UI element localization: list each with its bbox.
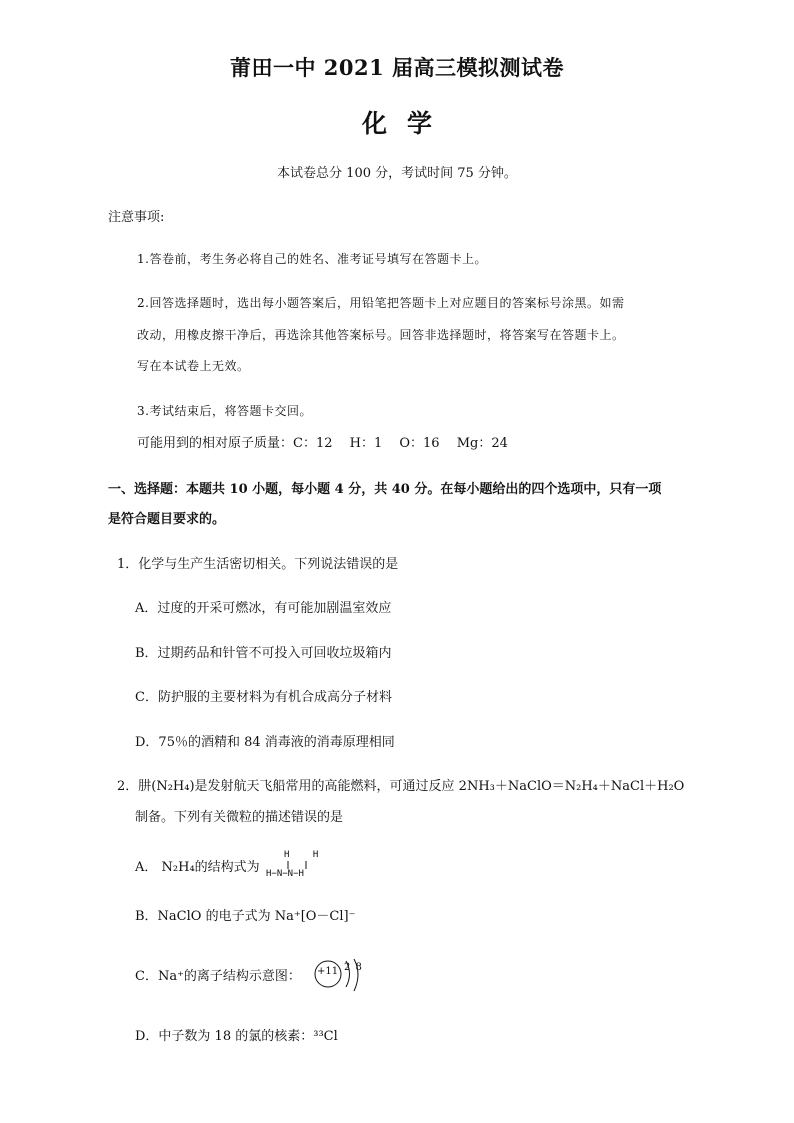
ion-nucleus-label: +11 (317, 966, 339, 977)
n2h4-structural-formula (266, 850, 342, 886)
notice-heading: 注意事项: (108, 210, 165, 225)
notice-item-2-end: 写在本试卷上无效。 (137, 359, 250, 373)
atomic-mass-line: 可能用到的相对原子质量：C：12 H：1 O：16 Mg：24 (137, 436, 508, 451)
q1-stem: 1．化学与生产生活密切相关。下列说法错误的是 (117, 557, 399, 572)
q1-option-b: B．过期药品和针管不可投入可回收垃圾箱内 (135, 646, 392, 661)
section-header-cont: 是符合题目要求的。 (108, 512, 226, 527)
struct-bonds (266, 850, 342, 886)
q2-option-b: B．NaClO 的电子式为 Na⁺[O－Cl]⁻ (135, 909, 356, 924)
section-header-text: 一、选择题：本题共 10 小题，每小题 4 分，共 40 分。在每小题给出的四个选项中，只有一项 (108, 482, 662, 497)
q1-option-a: A．过度的开采可燃冰，有可能加剧温室效应 (135, 601, 392, 616)
exam-subject: 化学 (361, 109, 452, 138)
struct-top-h: H H (284, 850, 328, 860)
struct-bottom-chain: H−N−N−H (266, 869, 304, 879)
q1-option-d: D．75％的酒精和 84 消毒液的消毒原理相同 (135, 735, 395, 750)
notice-item-1: 1.答卷前，考生务必将自己的姓名、准考证号填写在答题卡上。 (137, 252, 487, 266)
notice-item-2-cont: 改动，用橡皮擦干净后，再选涂其他答案标号。回答非选择题时，将答案写在答题卡上。 (137, 328, 625, 342)
exam-meta: 本试卷总分 100 分，考试时间 75 分钟。 (277, 166, 517, 181)
na-ion-structure-diagram (312, 957, 368, 995)
exam-title: 莆田一中 2021 届高三模拟测试卷 (229, 55, 565, 80)
section-header (108, 478, 661, 497)
q1-option-c: C．防护服的主要材料为有机合成高分子材料 (135, 690, 392, 705)
q2-option-d: D．中子数为 18 的氯的核素：³³Cl (135, 1029, 338, 1044)
q2-stem-cont: 制备。下列有关微粒的描述错误的是 (135, 810, 344, 825)
ion-shell-electrons: 2 8 (344, 962, 363, 973)
q2-stem: 2．肼(N₂H₄)是发射航天飞船常用的高能燃料，可通过反应 2NH₃＋NaClO＝N₂H₄＋NaCl＋H₂O (117, 779, 685, 794)
notice-item-2: 2.回答选择题时，选出每小题答案后，用铅笔把答题卡上对应题目的答案标号涂黑。如需 (137, 296, 625, 310)
notice-item-3: 3.考试结束后，将答题卡交回。 (137, 404, 312, 418)
q2-option-a: A． N₂H₄的结构式为 (135, 860, 260, 875)
q2-option-c: C．Na⁺的离子结构示意图： (135, 969, 301, 984)
